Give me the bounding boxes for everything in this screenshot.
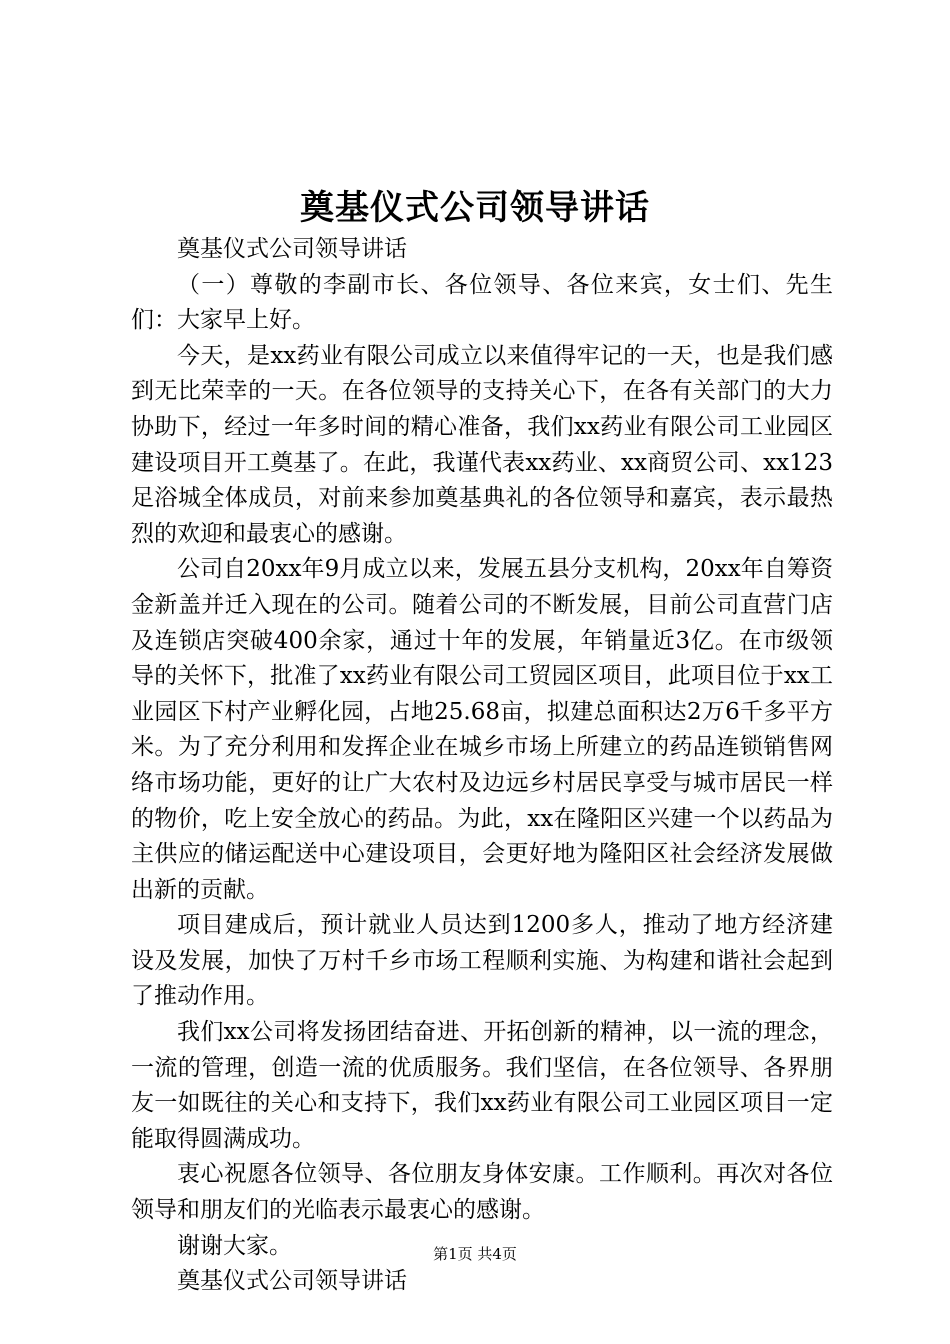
- paragraph-heading-repeat: 奠基仪式公司领导讲话: [177, 236, 407, 262]
- paragraph-project-outcome: 项目建成后，预计就业人员达到1200多人，推动了地方经济建设及发展，加快了万村千乡市场工程顺利实施、为构建和谐社会起到了推动作用。: [131, 912, 833, 1010]
- paragraph-commitment: 我们xx公司将发扬团结奋进、开拓创新的精神，以一流的理念，一流的管理，创造一流的优质服务。我们坚信，在各位领导、各界朋友一如既往的关心和支持下，我们xx药业有限公司工业园区项目一定能取得圆满成功。: [131, 1019, 833, 1152]
- paragraph-company-history: 公司自20xx年9月成立以来，发展五县分支机构，20xx年自筹资金新盖并迁入现在的公司。随着公司的不断发展，目前公司直营门店及连锁店突破400余家，通过十年的发展，年销量近3亿。在市级领导的关怀下，批准了xx药业有限公司工贸园区项目，此项目位于xx工业园区下村产业孵化园，占地25.68亩，拟建总面积达2万6千多平方米。为了充分利用和发挥企业在城乡市场上所建立的药品连锁销售网络市场功能，更好的让广大农村及边远乡村居民享受与城市居民一样的物价，吃上安全放心的药品。为此，xx在隆阳区兴建一个以药品为主供应的储运配送中心建设项目，会更好地为隆阳区社会经济发展做出新的贡献。: [131, 556, 833, 903]
- paragraph-closing-title: 奠基仪式公司领导讲话: [177, 1268, 407, 1295]
- paragraph-intro: 今天，是xx药业有限公司成立以来值得牢记的一天，也是我们感到无比荣幸的一天。在各位领导的支持关心下，在各有关部门的大力协助下，经过一年多时间的精心准备，我们xx药业有限公司工业园区建设项目开工奠基了。在此，我谨代表xx药业、xx商贸公司、xx123足浴城全体成员，对前来参加奠基典礼的各位领导和嘉宾，表示最热烈的欢迎和最衷心的感谢。: [131, 342, 833, 547]
- document-body: [131, 232, 833, 1300]
- paragraph-greeting: （一）尊敬的李副市长、各位领导、各位来宾，女士们、先生们：大家早上好。: [131, 271, 833, 334]
- document-title: 奠基仪式公司领导讲话: [300, 188, 650, 228]
- paragraph-thanks: 谢谢大家。: [177, 1232, 292, 1259]
- paragraph-wishes: 衷心祝愿各位领导、各位朋友身体安康。工作顺利。再次对各位领导和朋友们的光临表示最衷心的感谢。: [131, 1161, 833, 1224]
- page-number-footer: 第1页 共4页: [433, 1245, 517, 1263]
